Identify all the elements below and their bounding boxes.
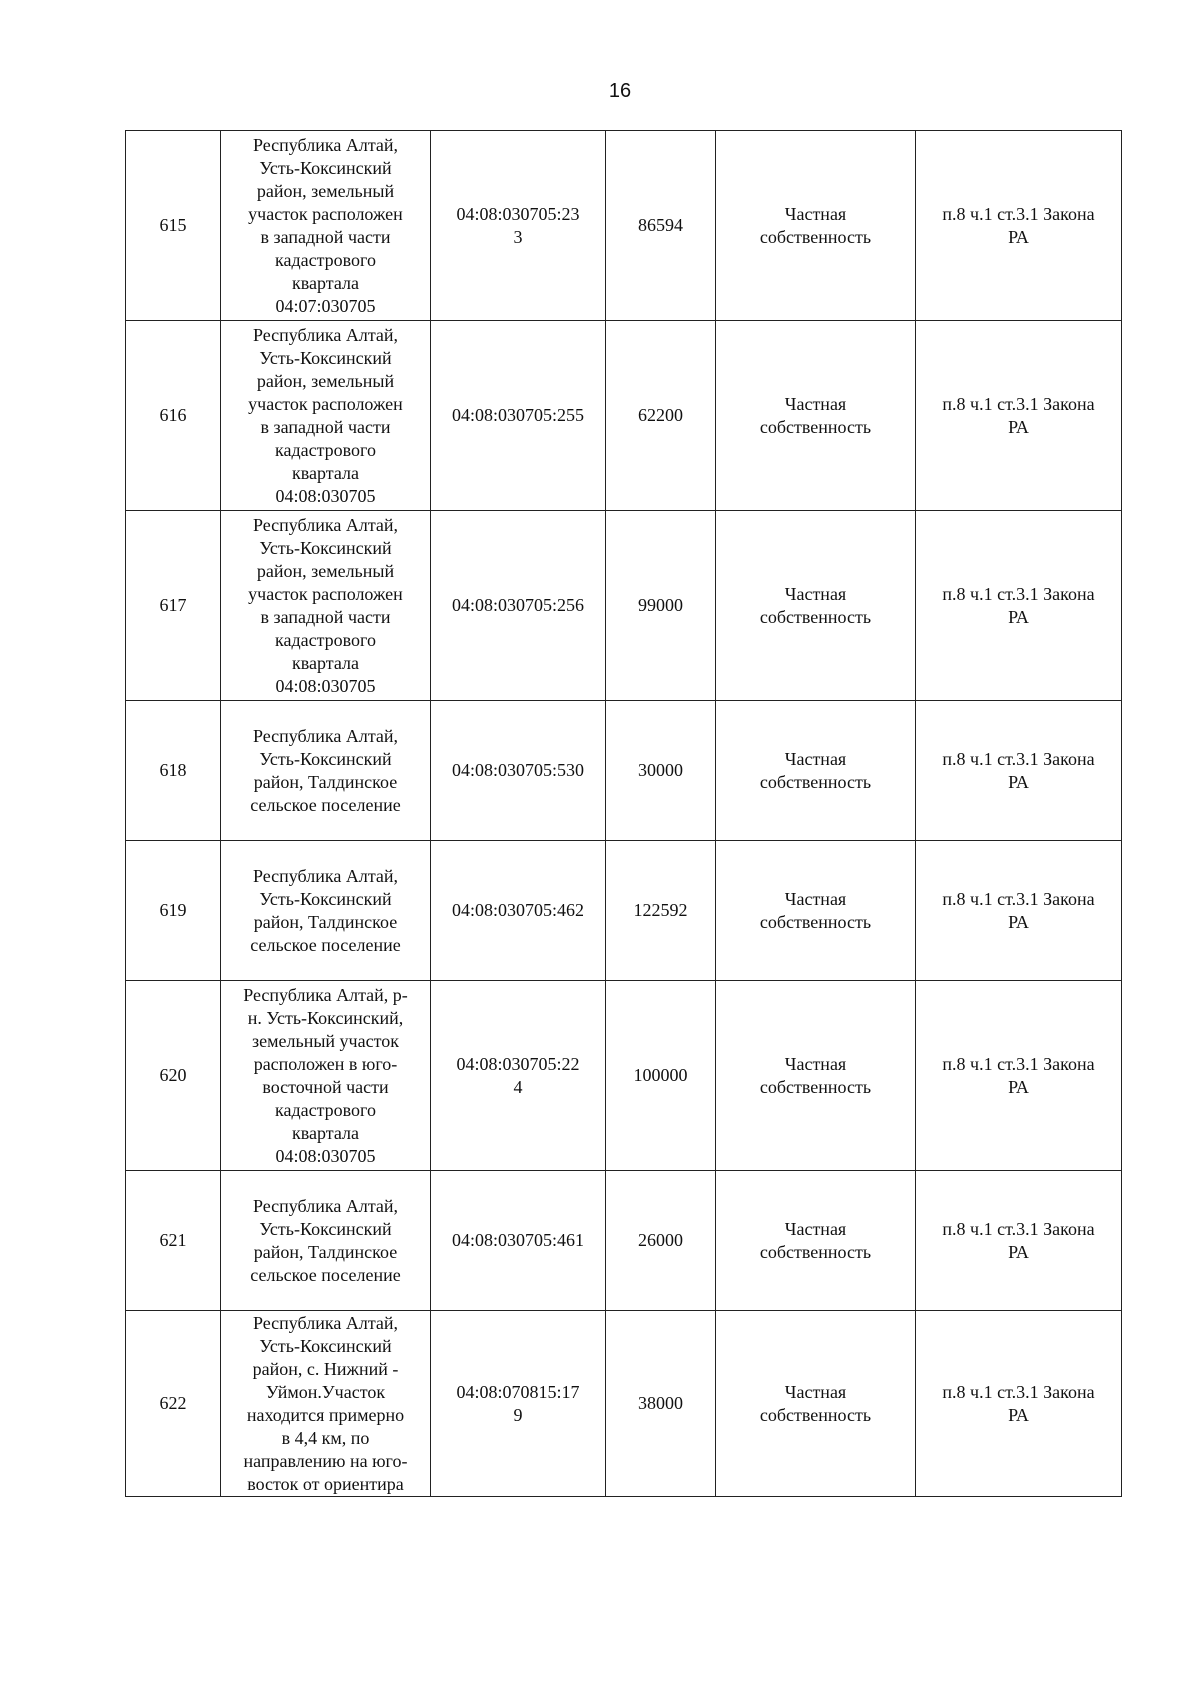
row-number-cell: 619 [126,841,221,981]
table-row [126,1311,1122,1497]
address-cell: Республика Алтай, Усть-Коксинский район, Талдинское сельское поселение [221,701,431,841]
table-row [126,321,1122,511]
table-row [126,981,1122,1171]
cadastral-number-cell: 04:08:030705:22 4 [431,981,606,1171]
row-number-cell: 618 [126,701,221,841]
cadastral-number-cell: 04:08:030705:23 3 [431,131,606,321]
address-cell: Республика Алтай, Усть-Коксинский район, Талдинское сельское поселение [221,841,431,981]
cadastral-number-cell: 04:08:030705:255 [431,321,606,511]
ownership-cell: Частная собственность [716,131,916,321]
cadastral-number-cell: 04:08:030705:461 [431,1171,606,1311]
table-row [126,131,1122,321]
address-cell: Республика Алтай, Усть-Коксинский район, земельный участок расположен в западной части кадастрового квартала 04:08:030705 [221,511,431,701]
ownership-cell: Частная собственность [716,511,916,701]
address-cell: Республика Алтай, р- н. Усть-Коксинский, земельный участок расположен в юго- восточной части кадастрового квартала 04:08:030705 [221,981,431,1171]
table-row [126,701,1122,841]
area-cell: 86594 [606,131,716,321]
legal-basis-cell: п.8 ч.1 ст.3.1 Закона РА [916,1311,1122,1497]
address-cell: Республика Алтай, Усть-Коксинский район, Талдинское сельское поселение [221,1171,431,1311]
cadastral-number-cell: 04:08:070815:17 9 [431,1311,606,1497]
legal-basis-cell: п.8 ч.1 ст.3.1 Закона РА [916,1171,1122,1311]
ownership-cell: Частная собственность [716,1171,916,1311]
legal-basis-cell: п.8 ч.1 ст.3.1 Закона РА [916,841,1122,981]
row-number-cell: 615 [126,131,221,321]
area-cell: 26000 [606,1171,716,1311]
area-cell: 122592 [606,841,716,981]
address-cell: Республика Алтай, Усть-Коксинский район, земельный участок расположен в западной части кадастрового квартала 04:07:030705 [221,131,431,321]
ownership-cell: Частная собственность [716,841,916,981]
row-number-cell: 621 [126,1171,221,1311]
ownership-cell: Частная собственность [716,981,916,1171]
legal-basis-cell: п.8 ч.1 ст.3.1 Закона РА [916,981,1122,1171]
page-number: 16 [608,80,632,102]
legal-basis-cell: п.8 ч.1 ст.3.1 Закона РА [916,131,1122,321]
ownership-cell: Частная собственность [716,321,916,511]
land-plots-table [125,130,1122,1497]
table-row [126,1171,1122,1311]
address-cell: Республика Алтай, Усть-Коксинский район, с. Нижний - Уймон.Участок находится примерно в 4,4 км, по направлению на юго- восток от ориентира [221,1311,431,1497]
row-number-cell: 620 [126,981,221,1171]
row-number-cell: 622 [126,1311,221,1497]
cadastral-number-cell: 04:08:030705:530 [431,701,606,841]
legal-basis-cell: п.8 ч.1 ст.3.1 Закона РА [916,321,1122,511]
ownership-cell: Частная собственность [716,1311,916,1497]
row-number-cell: 617 [126,511,221,701]
cadastral-number-cell: 04:08:030705:462 [431,841,606,981]
legal-basis-cell: п.8 ч.1 ст.3.1 Закона РА [916,511,1122,701]
table-row [126,511,1122,701]
area-cell: 30000 [606,701,716,841]
row-number-cell: 616 [126,321,221,511]
ownership-cell: Частная собственность [716,701,916,841]
table-row [126,841,1122,981]
area-cell: 100000 [606,981,716,1171]
area-cell: 38000 [606,1311,716,1497]
area-cell: 62200 [606,321,716,511]
legal-basis-cell: п.8 ч.1 ст.3.1 Закона РА [916,701,1122,841]
cadastral-number-cell: 04:08:030705:256 [431,511,606,701]
area-cell: 99000 [606,511,716,701]
address-cell: Республика Алтай, Усть-Коксинский район, земельный участок расположен в западной части кадастрового квартала 04:08:030705 [221,321,431,511]
